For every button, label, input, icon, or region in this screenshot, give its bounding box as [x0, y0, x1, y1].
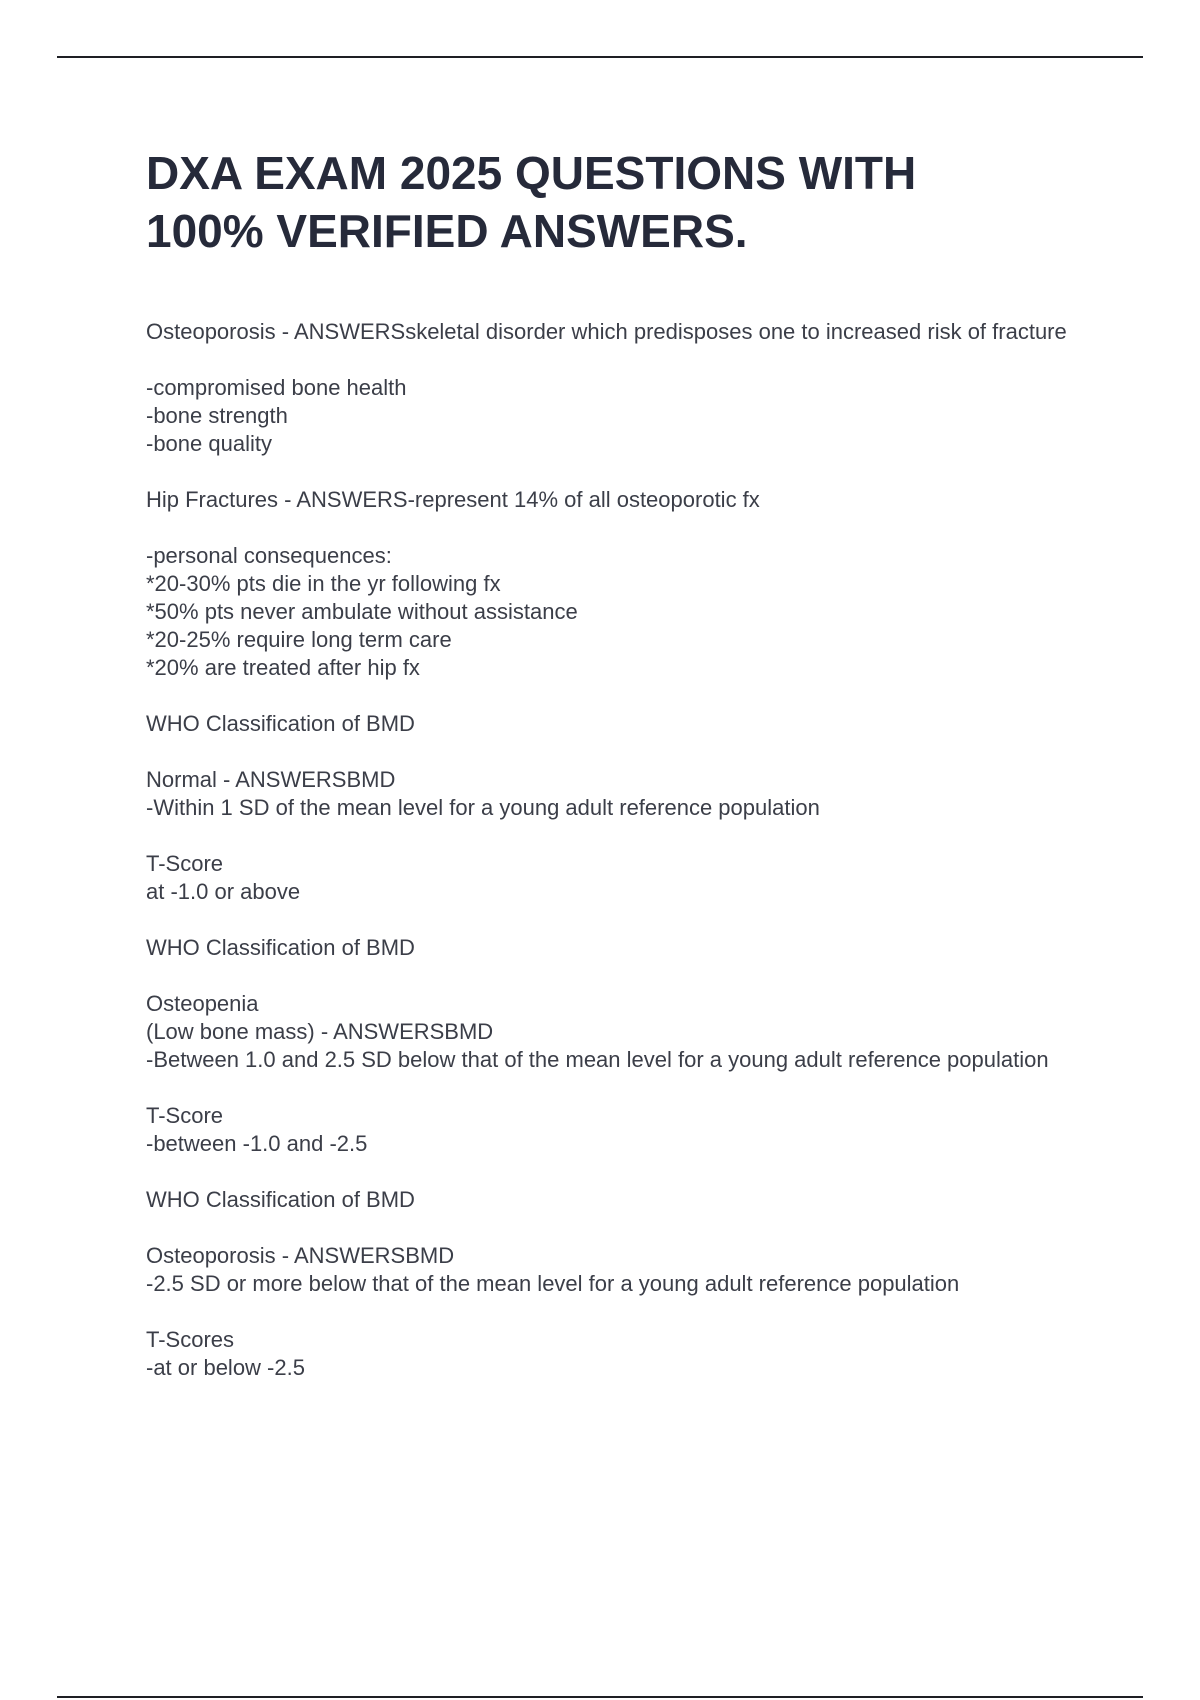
text-line: WHO Classification of BMD: [146, 935, 415, 960]
paragraph-osteopenia: [146, 990, 1086, 1074]
paragraph-personal-consequences: [146, 542, 1086, 682]
page-content: [146, 144, 1086, 1410]
document-body: [146, 318, 1086, 1382]
paragraph-hip-fractures: [146, 486, 1086, 514]
text-line: (Low bone mass) - ANSWERSBMD: [146, 1019, 494, 1044]
text-line: Osteoporosis - ANSWERSBMD: [146, 1243, 455, 1268]
text-line: T-Scores: [146, 1327, 235, 1352]
text-line: -Within 1 SD of the mean level for a young adult reference population: [146, 795, 820, 820]
text-line: -compromised bone health: [146, 375, 407, 400]
paragraph-bone-health-list: [146, 374, 1086, 458]
paragraph-tscores-osteoporosis: [146, 1326, 1086, 1382]
text-line: *20-30% pts die in the yr following fx: [146, 571, 501, 596]
paragraph-who-classification: [146, 710, 1086, 738]
text-line: Osteopenia: [146, 991, 259, 1016]
text-line: *20% are treated after hip fx: [146, 655, 420, 680]
text-line: -at or below -2.5: [146, 1355, 305, 1380]
text-line: *20-25% require long term care: [146, 627, 452, 652]
bottom-rule: [57, 1696, 1143, 1698]
top-rule: [57, 56, 1143, 58]
text-line: -between -1.0 and -2.5: [146, 1131, 368, 1156]
title-line-2: 100% VERIFIED ANSWERS.: [146, 205, 748, 257]
text-line: -bone strength: [146, 403, 288, 428]
document-title: [146, 144, 1086, 260]
text-line: *50% pts never ambulate without assistance: [146, 599, 578, 624]
text-line: -bone quality: [146, 431, 272, 456]
text-line: WHO Classification of BMD: [146, 711, 415, 736]
text-line: Hip Fractures - ANSWERS-represent 14% of all osteoporotic fx: [146, 487, 760, 512]
text-line: at -1.0 or above: [146, 879, 301, 904]
paragraph-tscore-osteopenia: [146, 1102, 1086, 1158]
paragraph-who-classification: [146, 1186, 1086, 1214]
text-line: -2.5 SD or more below that of the mean level for a young adult reference population: [146, 1271, 960, 1296]
text-line: WHO Classification of BMD: [146, 1187, 415, 1212]
paragraph-who-classification: [146, 934, 1086, 962]
text-line: Normal - ANSWERSBMD: [146, 767, 396, 792]
text-line: -personal consequences:: [146, 543, 392, 568]
paragraph-osteoporosis-bmd: [146, 1242, 1086, 1298]
paragraph-osteoporosis-definition: [146, 318, 1086, 346]
title-line-1: DXA EXAM 2025 QUESTIONS WITH: [146, 147, 917, 199]
paragraph-normal: [146, 766, 1086, 822]
paragraph-tscore-normal: [146, 850, 1086, 906]
text-line: -Between 1.0 and 2.5 SD below that of the mean level for a young adult reference population: [146, 1047, 1049, 1072]
text-line: Osteoporosis - ANSWERSskeletal disorder which predisposes one to increased risk of fracture: [146, 319, 1067, 344]
text-line: T-Score: [146, 851, 224, 876]
text-line: T-Score: [146, 1103, 224, 1128]
